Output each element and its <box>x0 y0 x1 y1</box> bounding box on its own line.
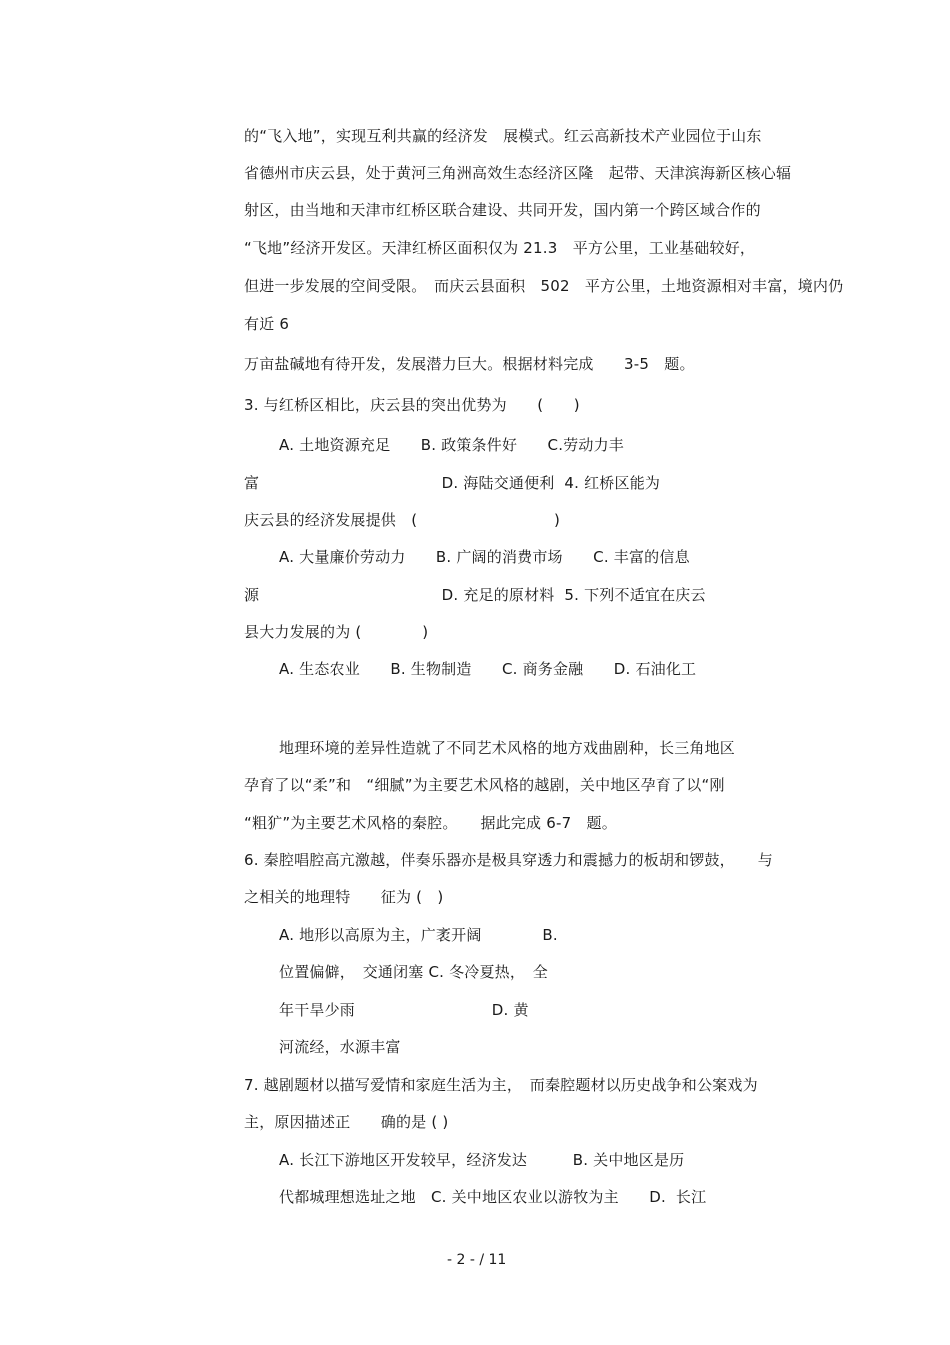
question-3-options: A. 土地资源充足 B. 政策条件好 C.劳动力丰 <box>279 436 625 454</box>
question-5-options: A. 生态农业 B. 生物制造 C. 商务金融 D. 石油化工 <box>279 660 697 678</box>
text-line: 有近 6 <box>244 315 290 333</box>
question-7-options: 代都城理想选址之地 C. 关中地区农业以游牧为主 D. 长江 <box>279 1188 707 1206</box>
question-4: 庆云县的经济发展提供 ( ) <box>244 511 561 529</box>
text-line: 射区，由当地和天津市红桥区联合建设、共同开发，国内第一个跨区域合作的 <box>244 201 761 219</box>
question-6-options: 年干旱少雨 D. 黄 <box>279 1001 529 1019</box>
text-line: 万亩盐碱地有待开发，发展潜力巨大。根据材料完成 3-5 题。 <box>244 355 695 373</box>
text-line: “飞地”经济开发区。天津红桥区面积仅为 21.3 平方公里，工业基础较好， <box>244 239 756 257</box>
question-3-options-cont: 富 D. 海陆交通便利 4. 红桥区能为 <box>244 474 661 492</box>
question-7-cont: 主，原因描述正 确的是 ( ) <box>244 1113 449 1131</box>
question-7-options: A. 长江下游地区开发较早，经济发达 B. 关中地区是历 <box>279 1151 685 1169</box>
text-line: 但进一步发展的空间受限。 而庆云县面积 502 平方公里，土地资源相对丰富，境内仍 <box>244 277 844 295</box>
text-line: 省德州市庆云县，处于黄河三角洲高效生态经济区隆 起带、天津滨海新区核心辐 <box>244 164 792 182</box>
question-6-options: A. 地形以高原为主，广袤开阔 B. <box>279 926 558 944</box>
question-6-options: 位置偏僻， 交通闭塞 C. 冬冷夏热， 全 <box>279 963 548 981</box>
question-5: 县大力发展的为 ( ) <box>244 623 429 641</box>
page-number: - 2 - / 11 <box>447 1252 507 1268</box>
passage-line: “粗犷”为主要艺术风格的秦腔。 据此完成 6-7 题。 <box>244 814 617 832</box>
question-6-cont: 之相关的地理特 征为 ( ) <box>244 888 444 906</box>
question-3: 3. 与红桥区相比，庆云县的突出优势为 ( ) <box>244 396 580 414</box>
passage-line: 孕育了以“柔”和 “细腻”为主要艺术风格的越剧，关中地区孕育了以“刚 <box>244 776 725 794</box>
text-line: 的“飞入地”，实现互利共赢的经济发 展模式。红云高新技术产业园位于山东 <box>244 127 762 145</box>
question-7: 7. 越剧题材以描写爱情和家庭生活为主， 而秦腔题材以历史战争和公案戏为 <box>244 1076 758 1094</box>
question-6: 6. 秦腔唱腔高亢激越，伴奏乐器亦是极具穿透力和震撼力的板胡和锣鼓， 与 <box>244 851 773 869</box>
passage-line: 地理环境的差异性造就了不同艺术风格的地方戏曲剧种，长三角地区 <box>279 739 736 757</box>
question-6-options: 河流经，水源丰富 <box>279 1038 401 1056</box>
question-4-options: A. 大量廉价劳动力 B. 广阔的消费市场 C. 丰富的信息 <box>279 548 690 566</box>
question-4-options-cont: 源 D. 充足的原材料 5. 下列不适宜在庆云 <box>244 586 706 604</box>
